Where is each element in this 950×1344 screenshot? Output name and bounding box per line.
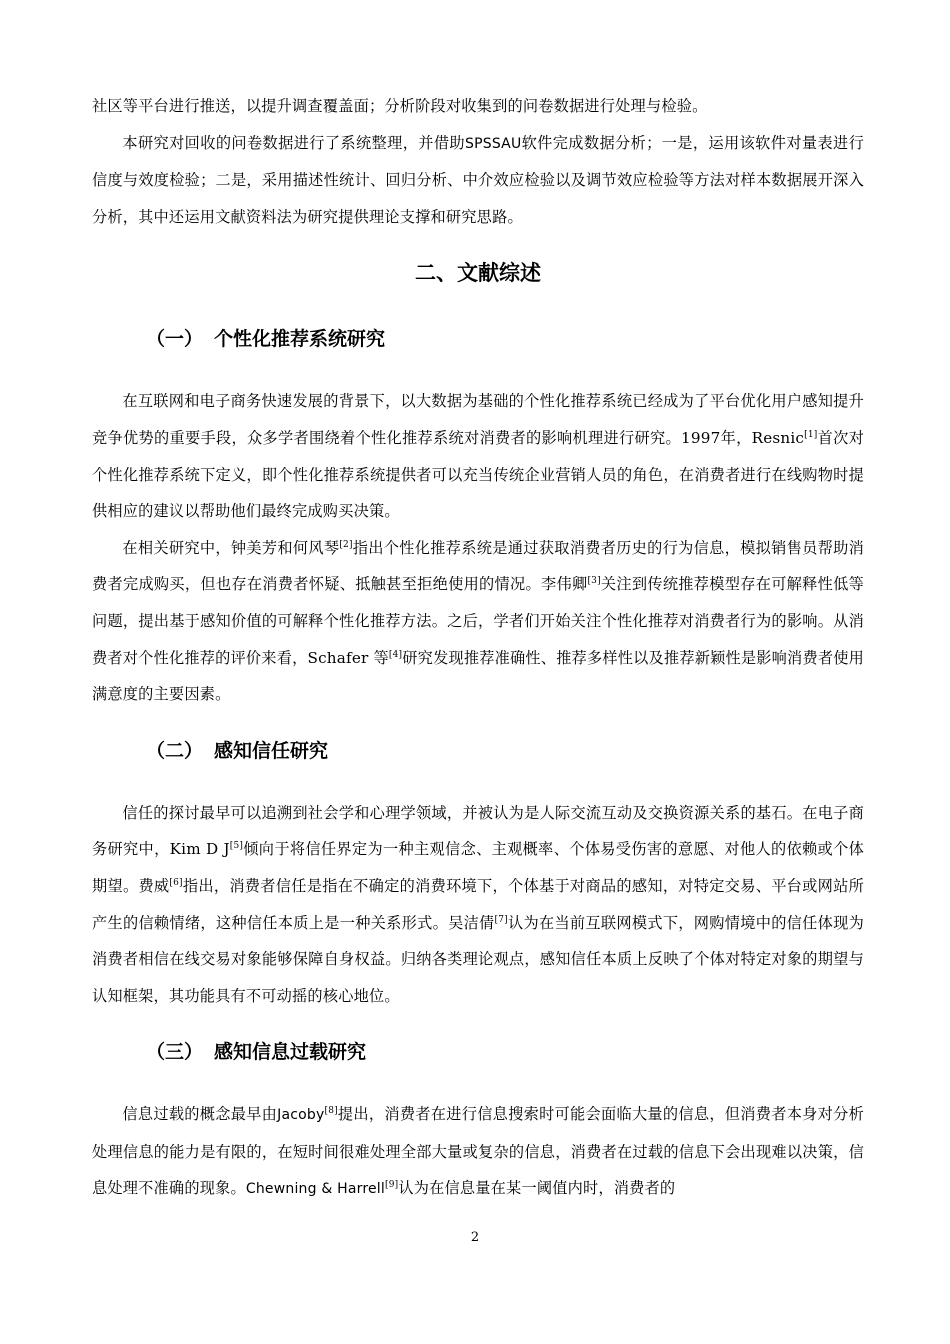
text: 认为在当前互联网模式下，网购情境中的信任体现为消费者相信在线交易对象能够保障自身权益。归纳各类理论观点，感知信任本质上反映了个体对特定对象的期望与认知框架，其功能具有不可动摇的核心地位。	[92, 913, 864, 1005]
text: 倾向于将信任界定为一种主观信念、主观概率、个体易受伤害的意愿、对他人的依赖或个体期望。费威	[92, 840, 864, 895]
text: 指出个性化推荐系统是通过获取消费者历史的行为信息，模拟销售员帮助消费者完成购买，但也存在消费者怀疑、抵触甚至拒绝使用的情况。李伟卿	[92, 538, 864, 594]
paragraph-recommendation-studies	[92, 530, 864, 713]
paragraph-trust	[92, 795, 864, 1015]
citation-ref: [4]	[388, 649, 403, 660]
author-name: Jacoby	[277, 1107, 325, 1124]
text: 软件完成数据分析；一是，运用该软件对量表进行信度与效度检验；二是，采用描述性统计、回归分析、中介效应检验以及调节效应检验等方法对样本数据展开深入分析，其中还运用文献资料法为研究提供理论支撑和研究思路。	[92, 133, 864, 226]
citation-ref: [3]	[587, 576, 601, 587]
subsection-heading-perceived-trust	[92, 731, 864, 771]
page-number: 2	[470, 1230, 480, 1245]
subsection-number: （二）	[146, 739, 204, 762]
text: 关注到传统推荐模型存在可解释性低等问题，提出基于感知价值的可解释个性化推荐方法。之后，学者们开始关注个性化推荐对消费者行为的影响。从消费者对个性化推荐的评价来看，Schafer 等	[92, 575, 864, 667]
subsection-heading-information-overload	[92, 1032, 864, 1072]
citation-ref: [6]	[169, 877, 183, 888]
text: 信息过载的概念最早由	[122, 1105, 278, 1124]
paragraph-information-overload	[92, 1096, 864, 1208]
text: 首次对个性化推荐系统下定义，即个性化推荐系统提供者可以充当传统企业营销人员的角色，在消费者进行在线购物时提供相应的建议以帮助他们最终完成购买决策。	[92, 428, 865, 521]
citation-ref: [5]	[229, 841, 244, 852]
paragraph-continued	[92, 88, 864, 125]
section-heading-literature-review: 二、文献综述	[415, 261, 541, 286]
subsection-number: （三）	[146, 1041, 204, 1064]
text: 在互联网和电子商务快速发展的背景下，以大数据为基础的个性化推荐系统已经成为了平台优化用户感知提升竞争优势的重要手段，众多学者围绕着个性化推荐系统对消费者的影响机理进行研究。1997年，Resnic	[92, 392, 864, 447]
paragraph-recommendation-intro	[92, 383, 864, 529]
text: 认为在信息量在某一阈值内时，消费者的	[398, 1179, 676, 1198]
software-name: SPSSAU	[465, 135, 522, 152]
citation-ref: [8]	[324, 1106, 338, 1117]
text: 指出，消费者信任是指在不确定的消费环境下，个体基于对商品的感知，对特定交易、平台或网站所产生的信赖情绪，这种信任本质上是一种关系形式。吴洁倩	[92, 876, 864, 932]
page-body	[92, 88, 864, 1208]
text: 信任的探讨最早可以追溯到社会学和心理学领域，并被认为是人际交流互动及交换资源关系的基石。在电子商务研究中，Kim D J	[92, 803, 864, 859]
citation-ref: [9]	[384, 1180, 399, 1191]
text: 在相关研究中，钟美芳和何风琴	[122, 538, 340, 557]
text: 研究发现推荐准确性、推荐多样性以及推荐新颖性是影响消费者使用满意度的主要因素。	[92, 648, 865, 704]
subsection-number: （一）	[146, 328, 204, 351]
author-name: Chewning & Harrell	[245, 1181, 385, 1198]
subsection-title: 个性化推荐系统研究	[214, 328, 386, 351]
citation-ref: [1]	[804, 429, 818, 440]
citation-ref: [7]	[494, 914, 508, 925]
text: 本研究对回收的问卷数据进行了系统整理，并借助	[122, 133, 465, 152]
text: 社区等平台进行推送，以提升调查覆盖面；分析阶段对收集到的问卷数据进行处理与检验。	[92, 97, 708, 115]
subsection-heading-personalized-recommendation	[92, 319, 864, 359]
paragraph-methods	[92, 125, 864, 236]
citation-ref: [2]	[339, 539, 353, 550]
text: 提出，消费者在进行信息搜索时可能会面临大量的信息，但消费者本身对分析处理信息的能力是有限的，在短时间很难处理全部大量或复杂的信息，消费者在过载的信息下会出现难以决策，信息处理不准确的现象。	[92, 1105, 864, 1198]
subsection-title: 感知信任研究	[214, 739, 329, 762]
subsection-title: 感知信息过载研究	[214, 1041, 367, 1064]
